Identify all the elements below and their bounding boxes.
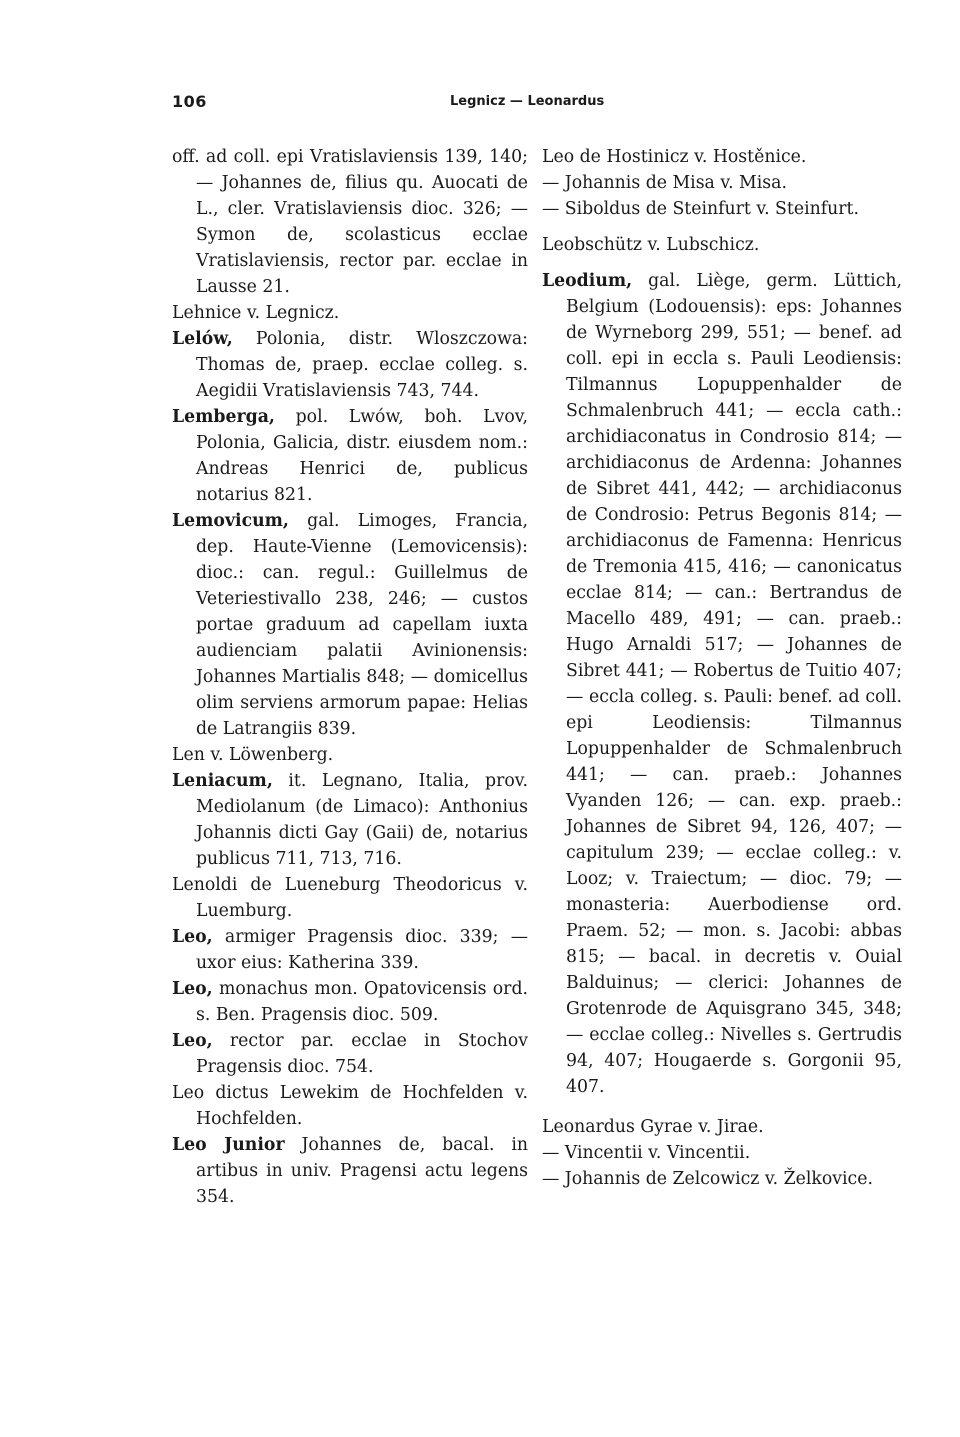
index-entry: Leo dictus Lewekim de Hochfelden v. Hochfelden. [172, 1083, 528, 1129]
index-entry: Leo Junior Johannes de, bacal. in artibus in univ. Pragensi actu legens 354. [172, 1135, 528, 1207]
index-entry: Lemberga, pol. Lwów, boh. Lvov, Polonia, Galicia, distr. eiusdem nom.: Andreas Henrici de, publicus notarius 821. [172, 407, 528, 505]
index-entry: Leobschütz v. Lubschicz. [542, 235, 760, 255]
running-head: Legnicz — Leonardus [450, 94, 605, 109]
index-entry: Leo, armiger Pragensis dioc. 339; — uxor eius: Katherina 339. [172, 927, 528, 973]
page-number: 106 [172, 92, 207, 111]
index-entry: Leonardus Gyrae v. Jirae. [542, 1117, 764, 1137]
index-entry: Lelów, Polonia, distr. Wloszczowa: Thomas de, praep. ecclae colleg. s. Aegidii Vratislaviensis 743, 744. [172, 329, 528, 401]
index-entry: Lemovicum, gal. Limoges, Francia, dep. Haute-Vienne (Lemovicensis): dioc.: can. regul.: Guillelmus de Veteriestivallo 238, 246; — custos portae graduum ad capellam iuxta audienciam palatii Avinionensis: Johannes Martialis 848; — domicellus olim serviens armorum papae: Helias de Latrangiis 839. [172, 511, 528, 739]
left-column [172, 144, 528, 1210]
index-entry: — Johannis de Zelcowicz v. Želkovice. [542, 1169, 873, 1189]
index-entry: Len v. Löwenberg. [172, 745, 334, 765]
index-entry: — Vincentii v. Vincentii. [542, 1143, 751, 1163]
index-entry: — Siboldus de Steinfurt v. Steinfurt. [542, 199, 859, 219]
index-entry: Leodium, gal. Liège, germ. Lüttich, Belgium (Lodouensis): eps: Johannes de Wyrneborg 299, 551; — benef. ad coll. epi in eccla s. Pauli Leodiensis: Tilmannus Lopuppenhalder de Schmalenbruch 441; — eccla cath.: archidiaconatus in Condrosio 814; — archidiaconus de Ardenna: Johannes de Sibret 441, 442; — archidiaconus de Condrosio: Petrus Begonis 814; — archidiaconus de Famenna: Henricus de Tremonia 415, 416; — canonicatus ecclae 814; — can.: Bertrandus de Macello 489, 491; — can. praeb.: Hugo Arnaldi 517; — Johannes de Sibret 441; — Robertus de Tuitio 407; — eccla colleg. s. Pauli: benef. ad coll. epi Leodiensis: Tilmannus Lopuppenhalder de Schmalenbruch 441; — can. praeb.: Johannes Vyanden 126; — can. exp. praeb.: Johannes de Sibret 94, 126, 407; — capitulum 239; — ecclae colleg.: v. Looz; v. Traiectum; — dioc. 79; — monasteria: Auerbodiense ord. Praem. 52; — mon. s. Jacobi: abbas 815; — bacal. in decretis v. Ouial Balduinus; — clerici: Johannes de Grotenrode de Aquisgrano 345, 348; — ecclae colleg.: Nivelles s. Gertrudis 94, 407; Hougaerde s. Gorgonii 95, 407. [542, 271, 902, 1097]
index-entry: off. ad coll. epi Vratislaviensis 139, 140; — Johannes de, filius qu. Auocati de L., cler. Vratislaviensis dioc. 326; — Symon de, scolasticus ecclae Vratislaviensis, rector par. ecclae in Lausse 21. [172, 147, 528, 297]
index-entry: — Johannis de Misa v. Misa. [542, 173, 787, 193]
index-entry: Leniacum, it. Legnano, Italia, prov. Mediolanum (de Limaco): Anthonius Johannis dicti Gay (Gaii) de, notarius publicus 711, 713, 716. [172, 771, 528, 869]
index-entry: Lenoldi de Lueneburg Theodoricus v. Luemburg. [172, 875, 528, 921]
index-entry: Leo, monachus mon. Opatovicensis ord. s. Ben. Pragensis dioc. 509. [172, 979, 528, 1025]
index-entry: Lehnice v. Legnicz. [172, 303, 340, 323]
index-entry: Leo de Hostinicz v. Hostěnice. [542, 147, 807, 167]
right-column [542, 144, 902, 1192]
index-entry: Leo, rector par. ecclae in Stochov Pragensis dioc. 754. [172, 1031, 528, 1077]
